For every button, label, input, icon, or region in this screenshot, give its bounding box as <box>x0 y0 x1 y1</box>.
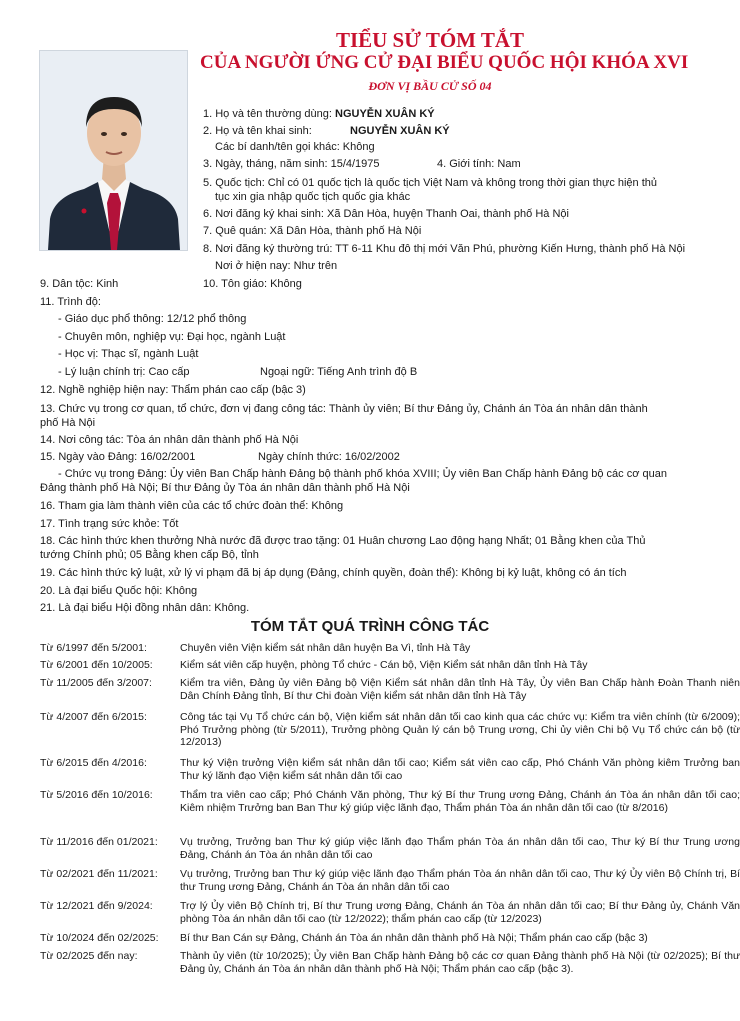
bio-party-join-date: 15. Ngày vào Đảng: 16/02/2001 <box>40 451 196 463</box>
bio-value: NGUYỄN XUÂN KÝ <box>350 125 450 137</box>
work-description: Kiểm tra viên, Đảng ủy viên Đảng bộ Viện Kiểm sát nhân dân tỉnh Hà Tây, Ủy viên Ban Chấp hành Đoàn Thanh niên Dân Chính Đảng tỉnh, Bí thư Chi đoàn Viện kiểm sát nhân dân tỉnh Hà Tây <box>180 677 740 702</box>
bio-nationality: 5. Quốc tịch: Chỉ có 01 quốc tịch là quốc tịch Việt Nam và không trong thời gian thực hiện thủ <box>203 177 658 189</box>
bio-foreign-language: Ngoại ngữ: Tiếng Anh trình độ B <box>260 366 418 378</box>
bio-birthdate: 3. Ngày, tháng, năm sinh: 15/4/1975 <box>203 158 380 170</box>
bio-nationality-cont: tục xin gia nhập quốc tịch quốc gia khác <box>215 191 411 203</box>
work-description: Trợ lý Ủy viên Bộ Chính trị, Bí thư Trung ương Đảng, Chánh án Tòa án nhân dân tối cao; Bí thư Đảng ủy, Chánh Văn phòng Tòa án nhân dân tối cao (từ 12/2022); thẩm phán cao cấp (từ 12/2023) <box>180 900 740 925</box>
bio-health: 17. Tình trạng sức khỏe: Tốt <box>40 518 179 530</box>
work-period: Từ 5/2016 đến 10/2016: <box>40 789 153 801</box>
electoral-unit: ĐƠN VỊ BẦU CỬ SỐ 04 <box>368 79 492 93</box>
bio-current-address: Nơi ở hiện nay: Như trên <box>215 260 338 272</box>
bio-value: NGUYỄN XUÂN KÝ <box>335 108 435 120</box>
bio-position: 13. Chức vụ trong cơ quan, tổ chức, đơn vị đang công tác: Thành ủy viên; Bí thư Đảng ủy, Chánh án Tòa án nhân dân thành <box>40 403 648 415</box>
bio-label: 1. Họ và tên thường dùng: <box>203 108 332 120</box>
bio-religion: 10. Tôn giáo: Không <box>203 278 302 290</box>
work-description: Công tác tại Vụ Tổ chức cán bộ, Viện kiểm sát nhân dân tối cao kinh qua các chức vụ: Kiểm tra viên chính (từ 6/2009); Phó Trưởng phòng (từ 5/2011), Trưởng phòng Quản lý cán bộ Trung ương, Chi ủy viên Chi bộ Vụ Tổ chức cán bộ (từ 12/2013) <box>180 711 740 749</box>
bio-birth-registration: 6. Nơi đăng ký khai sinh: Xã Dân Hòa, huyện Thanh Oai, thành phố Hà Nội <box>203 208 569 220</box>
work-description: Vụ trưởng, Trưởng ban Thư ký giúp việc lãnh đạo Thẩm phán Tòa án nhân dân tối cao, Thư ký Ủy viên Bộ Chính trị, Bí thư Trung ương Đảng, Chánh án Tòa án nhân dân tối cao <box>180 868 740 893</box>
work-period: Từ 02/2021 đến 11/2021: <box>40 868 158 880</box>
work-description: Thư ký Viện trưởng Viện kiểm sát nhân dân tối cao; Kiểm sát viên cao cấp, Phó Chánh Văn phòng kiêm Trưởng ban Thư ký lãnh đạo Viện kiểm sát nhân dân tối cao <box>180 757 740 782</box>
bio-label: 2. Họ và tên khai sinh: <box>203 125 312 137</box>
work-description: Chuyên viên Viện kiểm sát nhân dân huyện Ba Vì, tỉnh Hà Tây <box>180 642 471 654</box>
bio-occupation: 12. Nghề nghiệp hiện nay: Thẩm phán cao cấp (bậc 3) <box>40 384 306 396</box>
bio-specialty: - Chuyên môn, nghiệp vụ: Đại học, ngành Luật <box>58 331 286 343</box>
bio-party-official-date: Ngày chính thức: 16/02/2002 <box>258 451 400 463</box>
work-period: Từ 10/2024 đến 02/2025: <box>40 932 159 944</box>
bio-aliases: Các bí danh/tên gọi khác: Không <box>215 141 375 153</box>
work-description: Thành ủy viên (từ 10/2025); Ủy viên Ban Chấp hành Đảng bộ các cơ quan Đảng thành phố Hà Nội (từ 02/2025); Bí thư Đảng ủy, Chánh án Tòa án nhân dân thành phố Hà Nội; Thẩm phán cao cấp (bậc 3). <box>180 950 740 975</box>
work-description: Vụ trưởng, Trưởng ban Thư ký giúp việc lãnh đạo Thẩm phán Tòa án nhân dân tối cao, Thư ký Bí thư Trung ương Đảng, Chánh án Tòa án nhân dân tối cao <box>180 836 740 861</box>
bio-general-education: - Giáo dục phổ thông: 12/12 phổ thông <box>58 313 247 325</box>
bio-degree: - Học vị: Thạc sĩ, ngành Luật <box>58 348 199 360</box>
work-period: Từ 6/1997 đến 5/2001: <box>40 642 147 654</box>
work-period: Từ 11/2005 đến 3/2007: <box>40 677 152 689</box>
bio-workplace: 14. Nơi công tác: Tòa án nhân dân thành phố Hà Nội <box>40 434 299 446</box>
work-description: Bí thư Ban Cán sự Đảng, Chánh án Tòa án nhân dân thành phố Hà Nội; Thẩm phán cao cấp (bậc 3) <box>180 932 648 944</box>
work-period: Từ 11/2016 đến 01/2021: <box>40 836 158 848</box>
bio-awards-cont: tướng Chính phủ; 05 Bằng khen cấp Bộ, tỉnh <box>40 549 259 561</box>
bio-council-deputy: 21. Là đại biểu Hội đồng nhân dân: Không. <box>40 602 250 614</box>
bio-na-deputy: 20. Là đại biểu Quốc hội: Không <box>40 585 198 597</box>
work-description: Thẩm tra viên cao cấp; Phó Chánh Văn phòng, Thư ký Bí thư Trung ương Đảng, Chánh án Tòa án nhân dân tối cao; Kiêm nhiệm Trưởng ban Ban Thư ký giúp việc lãnh đạo, Thẩm phán Tòa án nhân dân tối cao (từ 8/2016) <box>180 789 740 814</box>
bio-awards: 18. Các hình thức khen thưởng Nhà nước đã được trao tặng: 01 Huân chương Lao động hạng Nhất; 01 Bằng khen của Thủ <box>40 535 646 547</box>
work-period: Từ 6/2015 đến 4/2016: <box>40 757 147 769</box>
bio-discipline: 19. Các hình thức kỷ luật, xử lý vi phạm đã bị áp dụng (Đảng, chính quyền, đoàn thể): Không bị kỷ luật, không có án tích <box>40 567 627 579</box>
bio-party-positions: - Chức vụ trong Đảng: Ủy viên Ban Chấp hành Đảng bộ thành phố khóa XVIII; Ủy viên Ban Chấp hành Đảng bộ các cơ quan <box>58 468 667 480</box>
bio-ethnicity: 9. Dân tộc: Kinh <box>40 278 119 290</box>
work-period: Từ 4/2007 đến 6/2015: <box>40 711 147 723</box>
bio-education-heading: 11. Trình độ: <box>40 296 101 308</box>
document-title: TIỂU SỬ TÓM TẮT <box>335 28 525 52</box>
bio-hometown: 7. Quê quán: Xã Dân Hòa, thành phố Hà Nội <box>203 225 422 237</box>
bio-position-cont: phố Hà Nội <box>40 417 96 429</box>
work-history-heading: TÓM TẮT QUÁ TRÌNH CÔNG TÁC <box>250 618 490 635</box>
bio-residence: 8. Nơi đăng ký thường trú: TT 6-11 Khu đô thị mới Văn Phú, phường Kiến Hưng, thành phố Hà Nội <box>203 243 686 255</box>
work-period: Từ 6/2001 đến 10/2005: <box>40 659 153 671</box>
work-description: Kiểm sát viên cấp huyện, phòng Tổ chức - Cán bộ, Viện Kiểm sát nhân dân tỉnh Hà Tây <box>180 659 588 671</box>
work-period: Từ 02/2025 đến nay: <box>40 950 138 962</box>
work-period: Từ 12/2021 đến 9/2024: <box>40 900 153 912</box>
bio-birth-name <box>203 125 450 138</box>
bio-party-positions-cont: Đảng thành phố Hà Nội; Bí thư Đảng ủy Tòa án nhân dân thành phố Hà Nội <box>40 482 410 494</box>
bio-common-name <box>203 108 435 121</box>
candidate-portrait <box>39 50 188 251</box>
bio-organizations: 16. Tham gia làm thành viên của các tổ chức đoàn thể: Không <box>40 500 344 512</box>
bio-gender: 4. Giới tính: Nam <box>437 158 521 170</box>
document-title-line2: CỦA NGƯỜI ỨNG CỬ ĐẠI BIỂU QUỐC HỘI KHÓA XVI <box>200 52 689 73</box>
bio-political-theory: - Lý luận chính trị: Cao cấp <box>58 366 190 378</box>
